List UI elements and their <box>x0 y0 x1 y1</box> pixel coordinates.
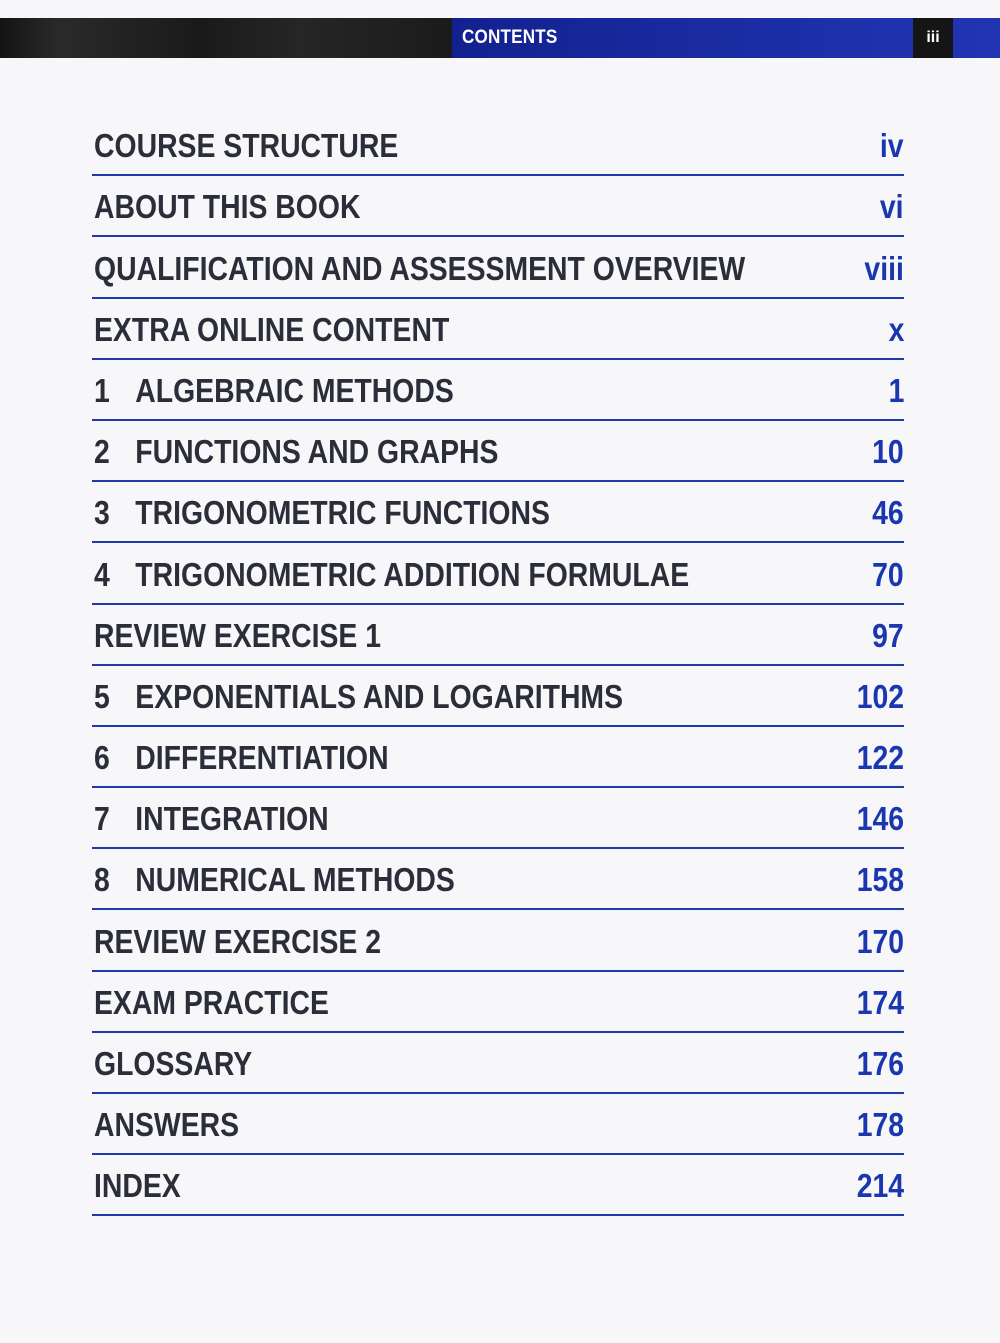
toc-entry[interactable] <box>92 115 904 176</box>
toc-entry-label <box>94 310 449 350</box>
toc-entry-page: 170 <box>856 922 904 960</box>
toc-entry-label <box>94 677 623 717</box>
toc-entry-label <box>94 983 329 1023</box>
chapter-number: 1 <box>94 371 110 409</box>
toc-entry-page: 214 <box>856 1167 904 1205</box>
toc-entry-title: REVIEW EXERCISE 2 <box>94 922 382 960</box>
toc-entry-title: EXTRA ONLINE CONTENT <box>94 310 450 348</box>
toc-entry[interactable] <box>92 360 904 421</box>
toc-entry-label <box>94 738 389 778</box>
toc-entry-title: INDEX <box>94 1167 181 1205</box>
toc-entry[interactable] <box>92 666 904 727</box>
toc-entry-page: 122 <box>856 739 904 777</box>
section-title: CONTENTS <box>462 27 558 48</box>
toc-entry-title: ABOUT THIS BOOK <box>94 188 361 226</box>
toc-entry[interactable] <box>92 237 904 298</box>
toc-entry[interactable] <box>92 482 904 543</box>
page-number: iii <box>926 29 940 46</box>
toc-entry[interactable] <box>92 849 904 910</box>
toc-entry[interactable] <box>92 910 904 971</box>
toc-entry[interactable] <box>92 788 904 849</box>
toc-entry-label <box>94 555 689 595</box>
toc-entry-title: GLOSSARY <box>94 1045 253 1082</box>
toc-entry[interactable] <box>92 299 904 360</box>
chapter-number: 3 <box>94 494 110 532</box>
toc-entry-page: x <box>888 310 904 348</box>
toc-entry-label <box>94 187 360 227</box>
toc-entry-label <box>94 432 498 472</box>
toc-entry-title: INTEGRATION <box>135 800 329 838</box>
chapter-number: 6 <box>94 739 110 777</box>
chapter-number: 2 <box>94 433 110 471</box>
toc-entry-title: ALGEBRAIC METHODS <box>135 371 454 409</box>
toc-entry-page: 176 <box>856 1045 904 1082</box>
toc-entry-title: ANSWERS <box>94 1106 240 1144</box>
toc-entry-label <box>94 493 550 533</box>
toc-entry-label <box>94 371 454 411</box>
toc-entry-page: 97 <box>872 616 904 654</box>
toc-entry[interactable] <box>92 1155 904 1216</box>
chapter-number: 8 <box>94 861 110 899</box>
toc-entry[interactable] <box>92 176 904 237</box>
toc-entry[interactable] <box>92 972 904 1033</box>
toc-entry[interactable] <box>92 605 904 666</box>
toc-entry-title: DIFFERENTIATION <box>135 739 389 777</box>
toc-entry[interactable] <box>92 1094 904 1155</box>
chapter-number: 7 <box>94 800 110 838</box>
toc-entry-title: NUMERICAL METHODS <box>135 861 455 899</box>
toc-entry-label <box>94 1105 239 1145</box>
chapter-number: 4 <box>94 555 110 593</box>
toc-entry-label <box>94 1044 252 1084</box>
toc-entry-title: FUNCTIONS AND GRAPHS <box>135 433 499 471</box>
toc-entry[interactable] <box>92 727 904 788</box>
toc-entry-page: 174 <box>856 983 904 1021</box>
toc-entry-page: 1 <box>888 371 904 409</box>
toc-entry-page: iv <box>880 127 904 165</box>
toc-entry-page: 158 <box>856 861 904 899</box>
toc-entry-title: COURSE STRUCTURE <box>94 127 399 165</box>
toc-entry-page: 46 <box>872 494 904 532</box>
toc-entry-label <box>94 249 745 289</box>
toc-entry-page: 10 <box>872 433 904 471</box>
toc-entry-title: QUALIFICATION AND ASSESSMENT OVERVIEW <box>94 249 746 287</box>
toc-entry-title: REVIEW EXERCISE 1 <box>94 616 382 654</box>
toc-entry-title: EXPONENTIALS AND LOGARITHMS <box>135 677 624 715</box>
toc-entry-page: 102 <box>856 677 904 715</box>
toc-entry-label <box>94 126 398 166</box>
toc-entry[interactable] <box>92 421 904 482</box>
toc-entry-label <box>94 1166 181 1206</box>
toc-entry-page: 70 <box>872 555 904 593</box>
toc-entry-label <box>94 860 455 900</box>
toc-entry[interactable] <box>92 1033 904 1094</box>
toc-entry-page: 146 <box>856 800 904 838</box>
toc-entry-title: TRIGONOMETRIC FUNCTIONS <box>135 494 550 532</box>
toc-entry-label <box>94 616 381 656</box>
toc-entry-title: EXAM PRACTICE <box>94 983 329 1021</box>
toc-entry[interactable] <box>92 543 904 604</box>
toc-entry-label <box>94 922 381 962</box>
toc-entry-page: vi <box>880 188 904 226</box>
table-of-contents <box>92 115 904 1216</box>
toc-entry-title: TRIGONOMETRIC ADDITION FORMULAE <box>135 555 690 593</box>
chapter-number: 5 <box>94 677 110 715</box>
toc-entry-label <box>94 799 329 839</box>
toc-entry-page: 178 <box>856 1106 904 1144</box>
toc-entry-page: viii <box>864 249 904 287</box>
